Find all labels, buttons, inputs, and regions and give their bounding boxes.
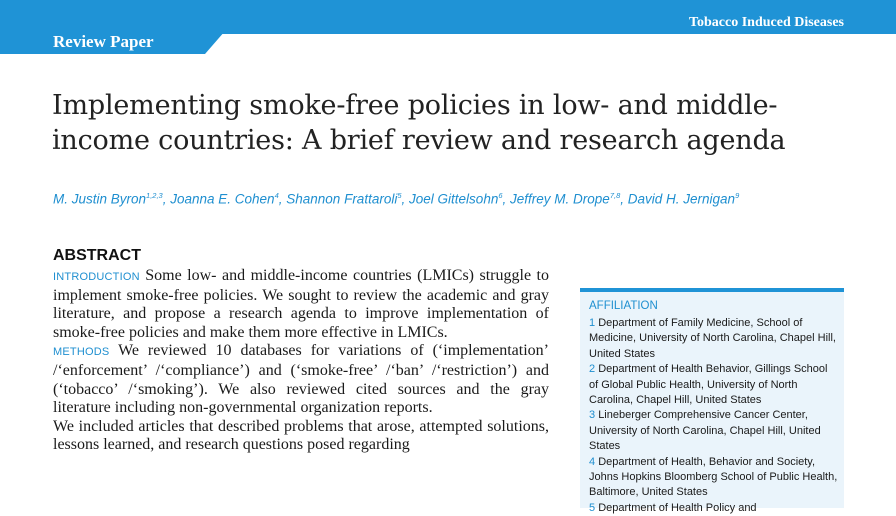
author-affiliation: 5 (397, 191, 402, 200)
continuation-text: We included articles that described problems that arose, attempted solutions, lessons learned, and research questions posed regarding (53, 417, 549, 454)
author-name[interactable]: M. Justin Byron (53, 191, 147, 207)
affiliation-item (589, 408, 839, 454)
affiliation-number: 3 (589, 409, 596, 422)
affiliation-number: 1 (589, 317, 596, 329)
author-name[interactable]: Jeffrey M. Drope (510, 191, 610, 207)
affiliation-item (589, 316, 839, 362)
introduction-label: INTRODUCTION (53, 271, 140, 283)
methods-label: METHODS (53, 346, 110, 359)
article-title: Implementing smoke-free policies in low- and middle-income countries: A brief review and research agenda (52, 90, 786, 156)
abstract-heading: ABSTRACT (53, 247, 141, 264)
methods-text: We reviewed 10 databases for variations of (‘implementation’ /‘enforcement’ /‘compliance’) and (‘smoke-free’ /‘ban’ /‘restriction’) and (‘tobacco’ /‘smoking’). We also reviewed cited sources and the gray literature including non-governmental organization reports. (53, 342, 549, 417)
affiliation-heading: AFFILIATION (589, 300, 658, 312)
author-affiliation: 7,8 (609, 191, 621, 200)
abstract-introduction (53, 267, 549, 342)
author-list: M. Justin Byron$^{1,2,3}$, Joanna E. Cohen$^4$, Shannon Frattaroli$^5$, Joel Gittelsohn$^6$, Jeffrey M. Drope$^{7,8}$, David H. Jernigan$^9$ (53, 191, 740, 207)
affiliation-text: Department of Family Medicine, School of Medicine, University of North Carolina, Chapel Hill, United States (589, 317, 836, 360)
author-affiliation: 9 (735, 191, 740, 200)
author-affiliation: 4 (274, 191, 279, 200)
affiliation-item (589, 362, 839, 408)
paper-type-label: Review Paper (53, 32, 154, 51)
introduction-text: Some low- and middle-income countries (LMICs) struggle to implement smoke-free policies. We sought to review the academic and gray literature, and propose a research agenda to improve implementation of smoke-free policies and make them more effective in LMICs. (53, 267, 549, 341)
affiliation-text: Department of Health, Behavior and Society, Johns Hopkins Bloomberg School of Public Health, Baltimore, United States (589, 455, 838, 499)
affiliation-list (589, 316, 839, 516)
abstract-continuation (53, 418, 549, 455)
author-affiliation: 6 (498, 191, 503, 200)
affiliation-text: Department of Health Policy and (598, 501, 757, 514)
abstract-methods (53, 342, 549, 417)
journal-name: Tobacco Induced Diseases (688, 15, 844, 30)
affiliation-number: 5 (589, 501, 596, 514)
affiliation-text: Department of Health Behavior, Gillings School of Global Public Health, University of North Carolina, Chapel Hill, United States (589, 363, 828, 407)
affiliation-number: 2 (589, 363, 596, 376)
author-affiliation: 1,2,3 (146, 191, 163, 200)
affiliation-number: 4 (589, 455, 596, 468)
author-name[interactable]: Joel Gittelsohn (409, 191, 499, 207)
author-name[interactable]: David H. Jernigan (627, 191, 736, 207)
author-name[interactable]: Joanna E. Cohen (170, 191, 275, 207)
affiliation-panel (580, 288, 844, 514)
affiliation-item (589, 455, 839, 501)
affiliation-item (589, 501, 839, 516)
abstract-body (53, 267, 549, 455)
affiliation-text: Lineberger Comprehensive Cancer Center, University of North Carolina, Chapel Hill, United States (589, 409, 821, 453)
author-name[interactable]: Shannon Frattaroli (286, 191, 398, 207)
